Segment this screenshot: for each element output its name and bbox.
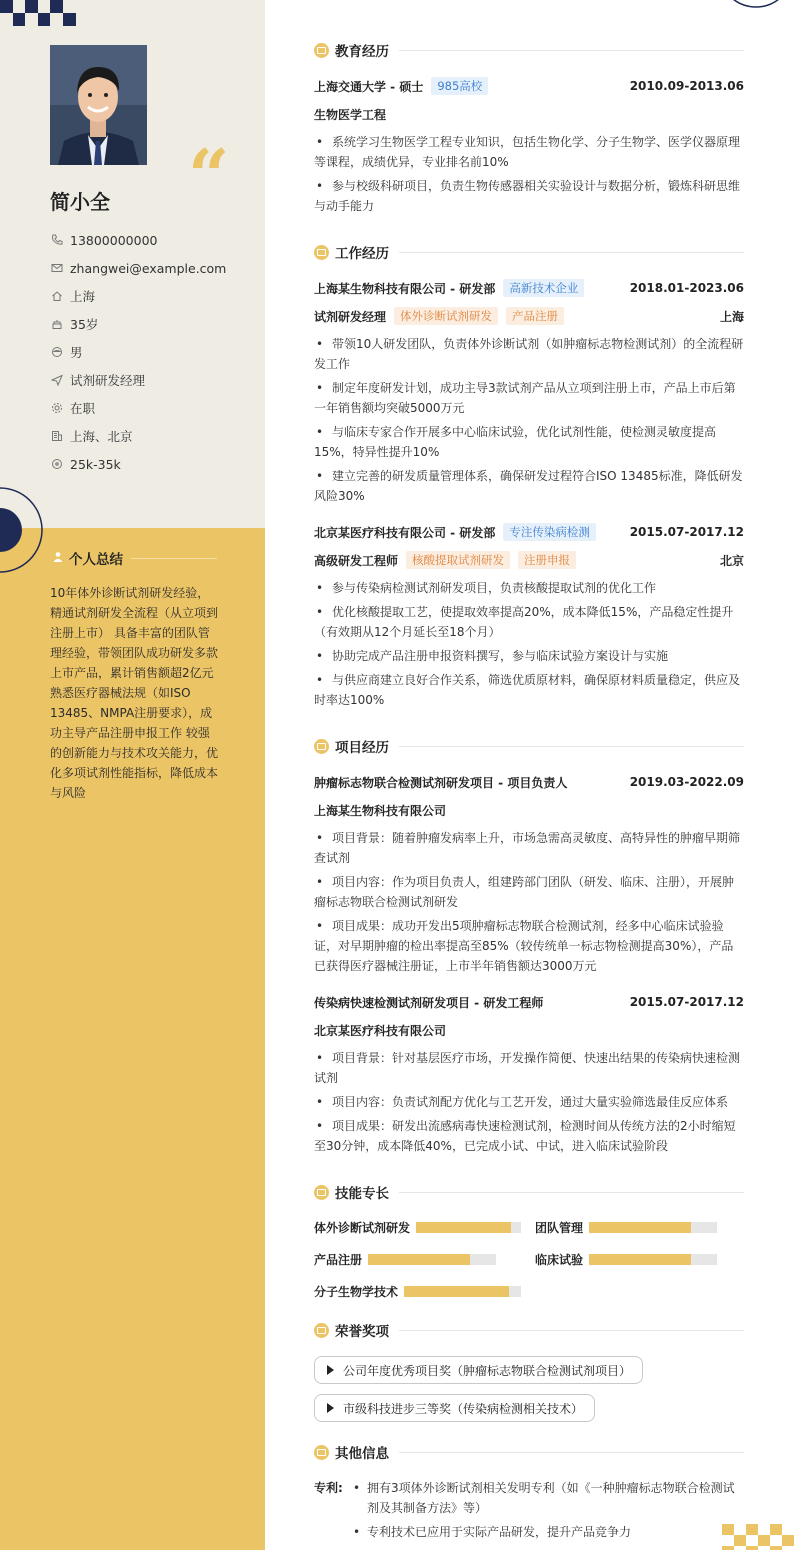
grid-icon [314,739,329,754]
position-text: 试剂研发经理 [70,373,146,388]
status-row [50,394,226,422]
job-role: 高级研发工程师 [314,553,399,568]
project-company-row [314,1020,744,1040]
position-row [50,366,226,394]
skills-title: 技能专长 [335,1186,389,1202]
list-item: • 与供应商建立良好合作关系，筛选优质原材料，确保原材料质量稳定，供应及时率达100% [314,673,741,707]
list-item: • 拥有3项体外诊断试剂相关发明专利（如《一种肿瘤标志物联合检测试剂及其制备方法》等） [349,1478,744,1518]
age-text: 35岁 [70,317,99,332]
school-tag: 985高校 [431,77,488,95]
education-dates: 2010.09-2013.06 [629,79,744,93]
projects-title: 项目经历 [335,740,389,756]
list-item: • 专利技术已应用于实际产品研发，提升产品竞争力 [349,1522,744,1542]
project-row [314,992,744,1012]
phone-text: 13800000000 [70,232,158,248]
education-icon [314,43,329,58]
skill-tag: 体外诊断试剂研发 [394,307,498,325]
company-tag: 专注传染病检测 [503,523,596,541]
work-title: 工作经历 [335,246,389,262]
phone-row [50,226,226,254]
half-circle-decoration [0,486,44,574]
skill-bar [404,1286,521,1297]
section-divider [399,252,744,253]
project-name: 传染病快速检测试剂研发项目 - 研发工程师 [314,995,544,1010]
summary-text: 10年体外诊断试剂研发经验，精通试剂研发全流程（从立项到注册上市） 具备丰富的团队管理经验，带领团队成功研发多款上市产品，累计销售额超2亿元 熟悉医疗器械法规（如ISO 13485、NMPA注册要求），成功主导产品注册申报工作 较强的创新能力与技术攻关能力，优化多项试剂性能指标，降低成本与风险 [50,586,219,800]
company-tag: 高新技术企业 [503,279,584,297]
list-item: • 项目内容：负责试剂配方优化与工艺开发，通过大量实验筛选最佳反应体系 [316,1095,729,1109]
salary-text: 25k-35k [70,456,121,472]
skill-item [314,1282,521,1300]
job-city: 上海 [719,309,744,324]
skills-header [314,1182,744,1202]
status-text: 在职 [70,401,96,416]
job-role: 试剂研发经理 [314,309,387,324]
location-text: 上海 [70,289,96,304]
job-city: 北京 [719,553,744,568]
project-company-row [314,800,744,820]
other-title: 其他信息 [335,1446,389,1462]
sidebar [0,0,265,1550]
skill-label: 产品注册 [314,1252,363,1267]
avatar [50,45,147,165]
skill-tag: 注册申报 [518,551,576,569]
phone-icon [50,233,64,247]
salary-row [50,450,226,478]
school-name: 上海交通大学 - 硕士 [314,79,424,94]
other-info [314,1478,744,1546]
person-icon [52,551,64,566]
play-icon [327,1365,334,1375]
location-row [50,282,226,310]
award-item[interactable] [314,1356,643,1384]
list-item: • 项目背景：针对基层医疗市场，开发操作简便、快速出结果的传染病快速检测试剂 [314,1051,741,1085]
gender-icon [50,345,64,359]
list-item: • 协助完成产品注册申报资料撰写，参与临床试验方案设计与实施 [316,649,669,663]
patent-label: 专利: [314,1481,343,1495]
info-icon [314,1445,329,1460]
projects-header [314,736,744,756]
skill-tag: 核酸提取试剂研发 [406,551,510,569]
contact-info [50,226,226,478]
email-text: zhangwei@example.com [70,260,227,276]
job-dates: 2015.07-2017.12 [629,525,744,539]
project-bullets [314,828,744,980]
section-divider [399,746,744,747]
skill-item [314,1218,521,1236]
circle-decoration [718,0,794,38]
checker-decoration [0,0,76,26]
play-icon [327,1403,334,1413]
list-item: • 项目内容：作为项目负责人，组建跨部门团队（研发、临床、注册），开展肿瘤标志物联合检测试剂研发 [314,875,735,909]
gear-icon [50,401,64,415]
list-item: • 带领10人研发团队，负责体外诊断试剂（如肿瘤标志物检测试剂）的全流程研发工作 [314,337,744,371]
education-bullets [314,132,744,220]
email-row [50,254,226,282]
list-item: • 建立完善的研发质量管理体系，确保研发过程符合ISO 13485标准，降低研发风险30% [314,469,743,503]
job-bullets [314,334,744,510]
skill-item [314,1250,496,1268]
major-name: 生物医学工程 [314,107,387,122]
education-header [314,40,744,60]
list-item: • 与临床专家合作开展多中心临床试验，优化试剂性能，使检测灵敏度提高15%，特异性提升10% [314,425,717,459]
list-item: • 优化核酸提取工艺，使提取效率提高20%，成本降低15%，产品稳定性提升（有效期从12个月延长至18个月） [314,605,734,639]
education-title: 教育经历 [335,44,389,60]
work-header [314,242,744,262]
summary-divider [131,558,217,559]
section-divider [399,1452,744,1453]
list-item: • 制定年度研发计划，成功主导3款试剂产品从立项到注册上市，产品上市后第一年销售额均突破5000万元 [314,381,736,415]
project-company: 上海某生物科技有限公司 [314,803,447,818]
summary-header [52,548,217,568]
skill-label: 分子生物学技术 [314,1284,399,1299]
skill-item [535,1218,717,1236]
building-icon [50,429,64,443]
company-name: 北京某医疗科技有限公司 - 研发部 [314,525,496,540]
quote-mark-icon: “ [188,133,230,218]
list-item: • 参与校级科研项目，负责生物传感器相关实验设计与数据分析，锻炼科研思维与动手能力 [314,179,741,213]
job-role-row [314,550,744,570]
list-item: • 项目成果：成功开发出5项肿瘤标志物联合检测试剂，经多中心临床试验验证，对早期肿瘤的检出率提高至85%（较传统单一标志物检测提高30%），产品已获得医疗器械注册证，上市半年销售额达3000万元 [314,919,734,973]
company-name: 上海某生物科技有限公司 - 研发部 [314,281,496,296]
cities-row [50,422,226,450]
age-row [50,310,226,338]
awards-title: 荣誉奖项 [335,1324,389,1340]
section-divider [399,50,744,51]
major-row [314,104,744,124]
project-bullets [314,1048,744,1160]
briefcase-icon [314,245,329,260]
coin-icon [50,457,64,471]
job-bullets [314,578,744,714]
summary-title: 个人总结 [69,552,123,568]
skill-bar [416,1222,521,1233]
project-row [314,772,744,792]
job-role-row [314,306,744,326]
job-dates: 2018.01-2023.06 [629,281,744,295]
job-company-row [314,522,744,542]
award-text: 市级科技进步三等奖（传染病检测相关技术） [343,1401,584,1416]
project-name: 肿瘤标志物联合检测试剂研发项目 - 项目负责人 [314,775,568,790]
skill-bar [368,1254,496,1265]
section-divider [399,1192,744,1193]
project-dates: 2015.07-2017.12 [629,995,744,1009]
skill-item [535,1250,717,1268]
skill-label: 临床试验 [535,1252,584,1267]
job-company-row [314,278,744,298]
other-header [314,1442,744,1462]
send-icon [50,373,64,387]
list-item: • 项目背景：随着肿瘤发病率上升，市场急需高灵敏度、高特异性的肿瘤早期筛查试剂 [314,831,741,865]
skill-label: 体外诊断试剂研发 [314,1220,411,1235]
cities-text: 上海、北京 [70,429,133,444]
skill-bar [589,1254,717,1265]
trophy-icon [314,1323,329,1338]
email-icon [50,261,64,275]
section-divider [399,1330,744,1331]
skill-tag: 产品注册 [506,307,564,325]
candidate-name: 简小全 [50,190,110,214]
skill-label: 团队管理 [535,1220,584,1235]
project-company: 北京某医疗科技有限公司 [314,1023,447,1038]
award-item[interactable] [314,1394,595,1422]
award-text: 公司年度优秀项目奖（肿瘤标志物联合检测试剂项目） [343,1363,632,1378]
education-row [314,76,744,96]
list-item: • 系统学习生物医学工程专业知识，包括生物化学、分子生物学、医学仪器原理等课程，成绩优异，专业排名前10% [314,135,741,169]
gender-row [50,338,226,366]
list-item: • 项目成果：研发出流感病毒快速检测试剂，检测时间从传统方法的2小时缩短至30分钟，成本降低40%，已完成小试、中试，进入临床试验阶段 [314,1119,736,1153]
skill-bar [589,1222,717,1233]
project-dates: 2019.03-2022.09 [629,775,744,789]
gender-text: 男 [70,345,83,360]
cake-icon [50,317,64,331]
list-item: • 参与传染病检测试剂研发项目，负责核酸提取试剂的优化工作 [316,581,657,595]
home-icon [50,289,64,303]
awards-header [314,1320,744,1340]
chart-icon [314,1185,329,1200]
